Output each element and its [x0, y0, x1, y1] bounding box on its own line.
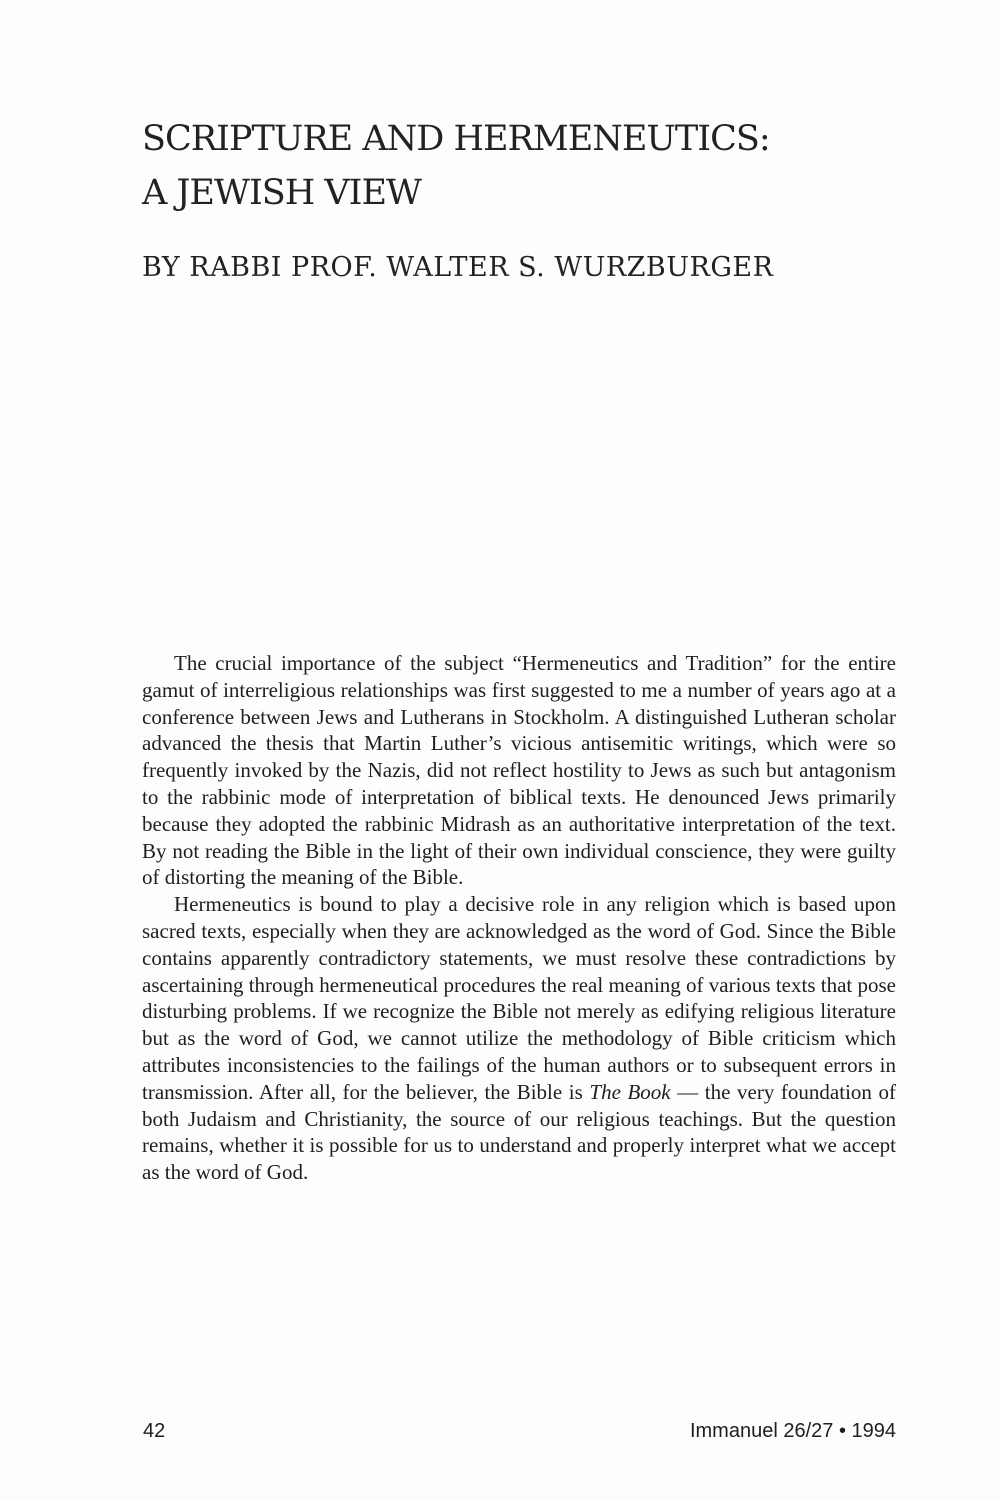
- article-title-line-1: SCRIPTURE AND HERMENEUTICS:: [142, 119, 770, 159]
- paragraph-2-text-start: Hermeneutics is bound to play a decisive role in any religion which is based upon sacred texts, especially when they are acknowledged as the word of God. Since the Bible contains apparently contradictory statements, we must resolve these contradictions by ascertaining through hermeneutical procedures the real meaning of various texts that pose disturbing problems. If we recognize the Bible not merely as edifying religious literature but as the word of God, we cannot utilize the methodology of Bible criticism which attributes inconsistencies to the failings of the human authors or to subsequent errors in transmission. After all, for the believer, the Bible is: [142, 892, 896, 1104]
- paragraph-1: [142, 650, 896, 891]
- journal-citation: Immanuel 26/27 • 1994: [689, 1420, 896, 1442]
- paragraph-1-text: The crucial importance of the subject “Hermeneutics and Tradition” for the entire gamut of interreligious relationships was first suggested to me a number of years ago at a conference between Jews and Lutherans in Stockholm. A distinguished Lutheran scholar advanced the thesis that Martin Luther’s vicious antisemitic writings, which were so frequently invoked by the Nazis, did not reflect hostility to Jews as such but antagonism to the rabbinic mode of interpretation of biblical texts. He denounced Jews primarily because they adopted the rabbinic Midrash as an authoritative interpretation of the text. By not reading the Bible in the light of their own individual conscience, they were guilty of distorting the meaning of the Bible.: [142, 651, 896, 890]
- article-title: [142, 112, 902, 220]
- paragraph-2: [142, 891, 896, 1186]
- article-byline: BY RABBI PROF. WALTER S. WURZBURGER: [142, 252, 774, 283]
- article-title-line-2: A JEWISH VIEW: [142, 173, 422, 213]
- article-body: [142, 650, 896, 1186]
- paragraph-2-text-end: — the very foundation of both Judaism and Christianity, the source of our religious teachings. But the question remains, whether it is possible for us to understand and properly interpret what we accept as the word of God.: [142, 1079, 896, 1185]
- page-number: 42: [143, 1420, 166, 1442]
- book-title-italic: The Book: [589, 1079, 671, 1104]
